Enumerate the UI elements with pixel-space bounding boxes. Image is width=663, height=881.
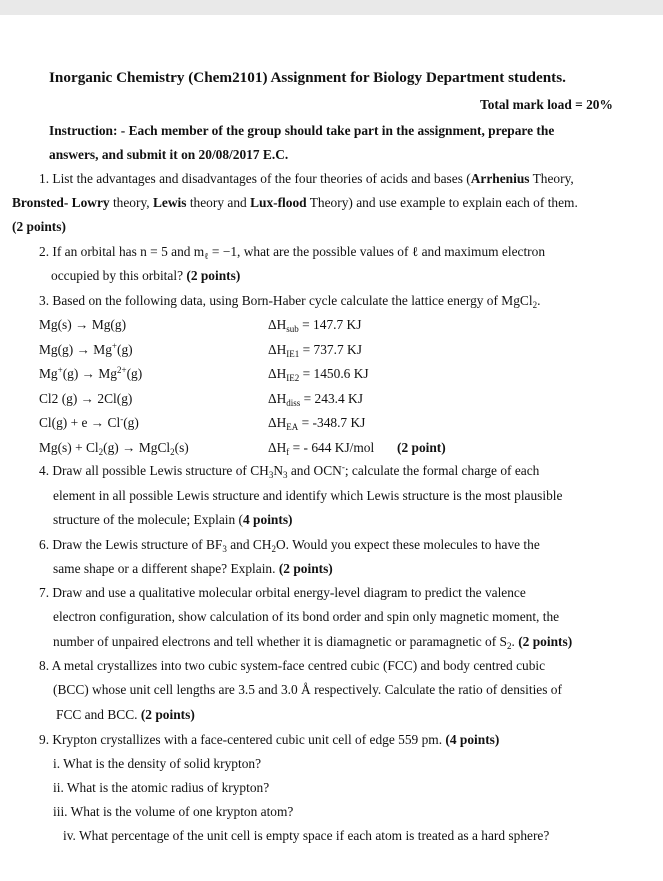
q7-line-3: number of unpaired electrons and tell whether it is diamagnetic or paramagnetic of $S_2$. (2 points) (53, 634, 573, 651)
document-title: Inorganic Chemistry (Chem2101) Assignment for Biology Department students. (49, 69, 566, 86)
q3-reaction-3: $Mg^+(g) \to Mg^{2+}(g)$ (39, 365, 143, 381)
q3-reaction-4: Cl2 (g) → 2Cl(g) (39, 391, 133, 406)
q4-line-1: 4. Draw all possible Lewis structure of $CH_3N_3$ and OCN-; calculate the formal charge of each (39, 462, 540, 480)
q3-enthalpy-1: $\Delta H_{sub} = 147.7$ KJ (268, 317, 362, 334)
q3-reaction-2: Mg(g) → Mg+(g) (39, 341, 133, 357)
q7-line-1: 7. Draw and use a qualitative molecular orbital energy-level diagram to predict the valence (39, 585, 526, 600)
q9-sub-iii: iii. What is the volume of one krypton atom? (53, 804, 294, 819)
q9-line-1: 9. Krypton crystallizes with a face-centered cubic unit cell of edge 559 pm. (4 points) (39, 732, 500, 747)
q6-line-1: 6. Draw the Lewis structure of $BF_3$ and $CH_2O$. Would you expect these molecules to have the (39, 537, 540, 554)
q2-line-2: occupied by this orbital? (2 points) (51, 268, 241, 283)
q2-line-1: 2. If an orbital has n = 5 and $m_\ell = -1$, what are the possible values of ℓ and maximum electron (39, 244, 546, 261)
q3-enthalpy-6: $\Delta H_f$ = - 644 KJ/mol (268, 440, 375, 457)
q3-reaction-1: Mg(s) → Mg(g) (39, 317, 127, 332)
q7-line-2: electron configuration, show calculation of its bond order and spin only magnetic moment, the (53, 609, 560, 624)
q6-line-2: same shape or a different shape? Explain. (2 points) (53, 561, 333, 576)
q3-enthalpy-5: $\Delta H_{EA} = -348.7$ KJ (268, 415, 366, 432)
q9-sub-i: i. What is the density of solid krypton? (53, 756, 262, 771)
q8-line-3: FCC and BCC. (2 points) (56, 707, 195, 722)
q8-line-2: (BCC) whose unit cell lengths are 3.5 and 3.0 Å respectively. Calculate the ratio of densities of (53, 682, 562, 697)
q8-line-1: 8. A metal crystallizes into two cubic system-face centred cubic (FCC) and body centred cubic (39, 658, 546, 673)
q3-reaction-6: $Mg(s) + Cl_2(g)$ → MgCl$_2$(s) (39, 440, 189, 457)
q1-line-2: Bronsted- Lowry theory, Lewis theory and Lux-flood Theory) and use example to explain each of them. (12, 195, 578, 210)
instruction-line-1: Instruction: - Each member of the group should take part in the assignment, prepare the (49, 123, 555, 138)
q1-points: (2 points) (12, 219, 66, 234)
top-margin-bar (0, 0, 663, 15)
q1-line-1: 1. List the advantages and disadvantages of the four theories of acids and bases (Arrhenius Theory, (39, 171, 574, 186)
q4-line-2: element in all possible Lewis structure and identify which Lewis structure is the most plausible (53, 488, 563, 503)
q3-reaction-5: Cl(g) + e → Cl-(g) (39, 414, 139, 430)
q3-points: (2 point) (397, 440, 446, 455)
q3-enthalpy-3: $\Delta H_{IE2} = 1450.6$ KJ (268, 366, 369, 383)
q3-intro: 3. Based on the following data, using Born-Haber cycle calculate the lattice energy of MgCl$_2$. (39, 293, 541, 310)
instruction-line-2: answers, and submit it on 20/08/2017 E.C. (49, 147, 289, 162)
total-mark: Total mark load = 20% (480, 97, 613, 112)
q3-enthalpy-4: $\Delta H_{diss} = 243.4$ KJ (268, 391, 363, 408)
q4-line-3: structure of the molecule; Explain (4 points) (53, 512, 293, 527)
q3-enthalpy-2: $\Delta H_{IE1} = 737.7$ KJ (268, 342, 362, 359)
q9-sub-ii: ii. What is the atomic radius of krypton? (53, 780, 270, 795)
q9-sub-iv: iv. What percentage of the unit cell is empty space if each atom is treated as a hard sphere? (63, 828, 550, 843)
